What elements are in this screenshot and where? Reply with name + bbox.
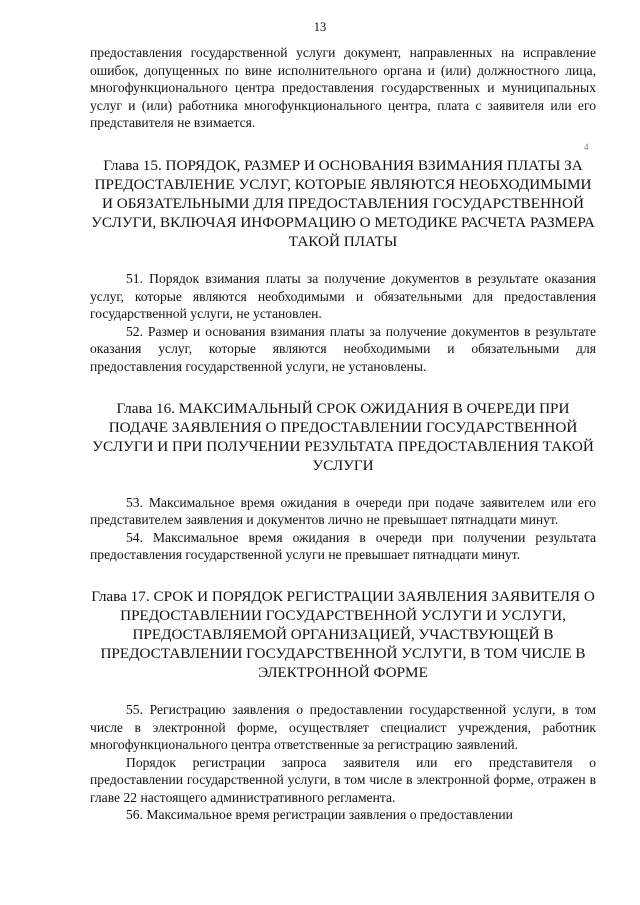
paragraph-51: 51. Порядок взимания платы за получение документов в результате оказания услуг, которые являются необходимыми и обязательными для предоставления государственной услуги, не установлен. [90, 270, 596, 322]
page-number: 13 [313, 20, 327, 34]
paragraph-54: 54. Максимальное время ожидания в очереди при получении результата предоставления государственной услуги не превышает пятнадцати минут. [90, 529, 596, 563]
chapter-15-heading: Глава 15. ПОРЯДОК, РАЗМЕР И ОСНОВАНИЯ ВЗИМАНИЯ ПЛАТЫ ЗА ПРЕДОСТАВЛЕНИЕ УСЛУГ, КОТОРЫЕ ЯВЛЯЮТСЯ НЕОБХОДИМЫМИ И ОБЯЗАТЕЛЬНЫМИ ДЛЯ ПРЕДОСТАВЛЕНИЯ ГОСУДАРСТВЕННОЙ УСЛУГИ, ВКЛЮЧАЯ ИНФОРМАЦИЮ О МЕТОДИКЕ РАСЧЕТА РАЗМЕРА ТАКОЙ ПЛАТЫ [91, 156, 595, 250]
page-content [90, 44, 596, 824]
chapter-17-heading: Глава 17. СРОК И ПОРЯДОК РЕГИСТРАЦИИ ЗАЯВЛЕНИЯ ЗАЯВИТЕЛЯ О ПРЕДОСТАВЛЕНИИ ГОСУДАРСТВЕННОЙ УСЛУГИ И УСЛУГИ, ПРЕДОСТАВЛЯЕМОЙ ОРГАНИЗАЦИЕЙ, УЧАСТВУЮЩЕЙ В ПРЕДОСТАВЛЕНИИ ГОСУДАРСТВЕННОЙ УСЛУГИ, В ТОМ ЧИСЛЕ В ЭЛЕКТРОННОЙ ФОРМЕ [91, 587, 595, 681]
margin-mark: 4 [584, 142, 589, 152]
paragraph-55-registration-order: Порядок регистрации запроса заявителя или его представителя о предоставлении государственной услуги, в том числе в электронной форме, отражен в главе 22 настоящего административного регламента. [90, 754, 596, 805]
intro-paragraph: предоставления государственной услуги документ, направленных на исправление ошибок, допущенных по вине исполнительного органа и (или) должностного лица, многофункционального центра предоставления государственных и муниципальных услуг и (или) работника многофункционального центра, плата с заявителя или его представителя не взимается. [90, 45, 596, 131]
paragraph-52: 52. Размер и основания взимания платы за получение документов в результате оказания услуг, которые являются необходимыми и обязательными для предоставления государственной услуги, не установлены. [90, 323, 596, 374]
paragraph-55: 55. Регистрацию заявления о предоставлении государственной услуги, в том числе в электронной форме, осуществляет специалист учреждения, работник многофункционального центра ответственные за регистрацию заявлений. [90, 701, 596, 753]
chapter-16-heading: Глава 16. МАКСИМАЛЬНЫЙ СРОК ОЖИДАНИЯ В ОЧЕРЕДИ ПРИ ПОДАЧЕ ЗАЯВЛЕНИЯ О ПРЕДОСТАВЛЕНИИ ГОСУДАРСТВЕННОЙ УСЛУГИ И ПРИ ПОЛУЧЕНИИ РЕЗУЛЬТАТА ПРЕДОСТАВЛЕНИЯ ТАКОЙ УСЛУГИ [92, 399, 594, 474]
paragraph-53: 53. Максимальное время ожидания в очереди при подаче заявителем или его представителем заявления и документов лично не превышает пятнадцати минут. [90, 494, 596, 528]
paragraph-56: 56. Максимальное время регистрации заявления о предоставлении [126, 807, 513, 823]
